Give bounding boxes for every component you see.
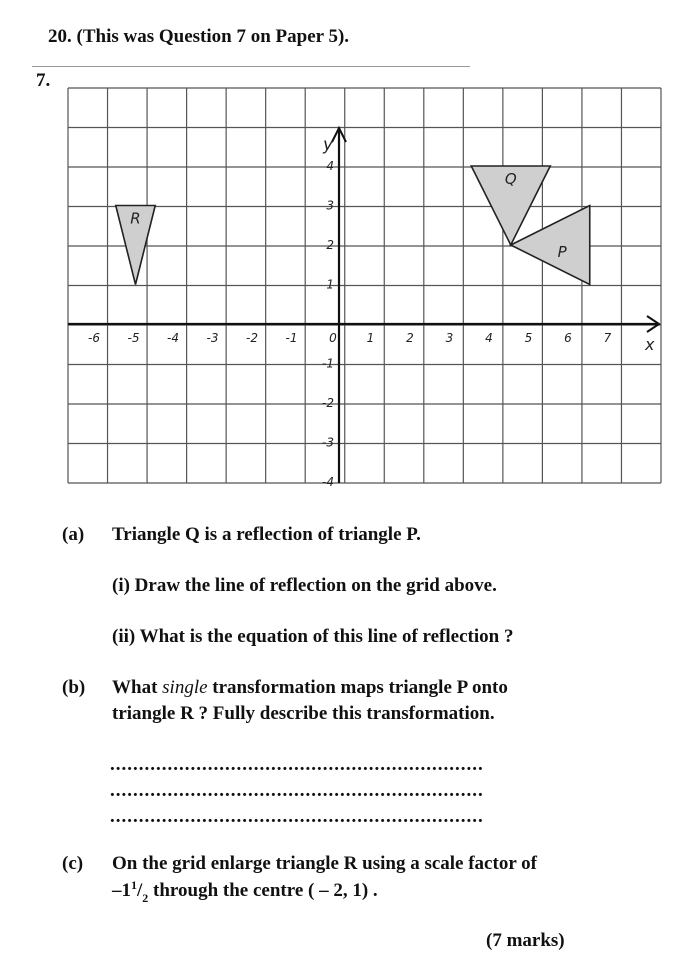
scale-factor-denominator: 2: [142, 891, 149, 905]
x-tick-label: -5: [127, 331, 140, 345]
x-tick-label: 1: [366, 331, 375, 345]
part-b-text-pre: What: [112, 677, 163, 698]
scale-factor-whole: –1: [112, 880, 131, 901]
x-tick-label: 2: [406, 331, 414, 345]
y-tick-label: 3: [326, 198, 334, 213]
x-tick-label: 7: [603, 331, 612, 345]
axes: [68, 128, 659, 483]
x-tick-label: -1: [285, 331, 298, 345]
part-a-statement: Triangle Q is a reflection of triangle P.: [112, 524, 421, 545]
triangle-label-q: Q: [504, 169, 517, 188]
part-b-question-line2: triangle R ? Fully describe this transformation.: [112, 703, 495, 724]
x-tick-label: -2: [246, 331, 258, 345]
part-a-ii-question: (ii) What is the equation of this line of reflection ?: [112, 626, 514, 647]
answer-line[interactable]: .................................................................: [110, 806, 484, 827]
x-tick-label: -3: [206, 331, 219, 345]
y-tick-label: 1: [326, 277, 334, 292]
y-tick-label: -1: [322, 356, 334, 371]
part-b-letter: (b): [62, 677, 86, 698]
part-b-question-line1: [112, 677, 508, 699]
part-c-letter: (c): [62, 853, 84, 874]
x-tick-label: 0: [329, 331, 337, 345]
part-b-emphasis: single: [162, 677, 208, 698]
answer-line[interactable]: .................................................................: [110, 754, 484, 775]
marks-label: (7 marks): [486, 930, 565, 951]
centre-text: through the centre ( – 2, 1) .: [148, 880, 378, 901]
y-tick-label: -3: [322, 435, 334, 450]
part-c-question-line1: On the grid enlarge triangle R using a scale factor of: [112, 853, 537, 874]
part-c-question-line2: [112, 878, 378, 905]
scale-factor-slash: /: [137, 880, 143, 901]
x-axis-label: x: [645, 335, 655, 354]
triangle-label-p: P: [557, 242, 567, 261]
question-header: 20. (This was Question 7 on Paper 5).: [48, 26, 350, 47]
y-axis-label: y: [323, 135, 334, 155]
triangle-label-r: R: [130, 209, 141, 228]
x-tick-label: 6: [564, 331, 572, 345]
part-b-text-post: transformation maps triangle P onto: [207, 677, 508, 698]
y-tick-label: 2: [326, 238, 334, 252]
x-tick-label: -4: [167, 331, 179, 345]
x-tick-label: 3: [445, 331, 454, 345]
y-tick-label: -4: [322, 475, 334, 489]
x-tick-label: 5: [524, 331, 533, 345]
grid-lines: [68, 88, 661, 483]
question-number: 7.: [36, 70, 51, 91]
part-a-i-instruction: (i) Draw the line of reflection on the grid above.: [112, 575, 497, 596]
y-tick-label: -2: [322, 396, 334, 410]
x-tick-label: -6: [88, 331, 100, 345]
part-a-letter: (a): [62, 524, 85, 545]
y-tick-label: 4: [326, 159, 334, 173]
x-tick-label: 4: [485, 331, 493, 345]
answer-line[interactable]: .................................................................: [110, 780, 484, 801]
scale-factor-numerator: 1: [131, 878, 137, 892]
